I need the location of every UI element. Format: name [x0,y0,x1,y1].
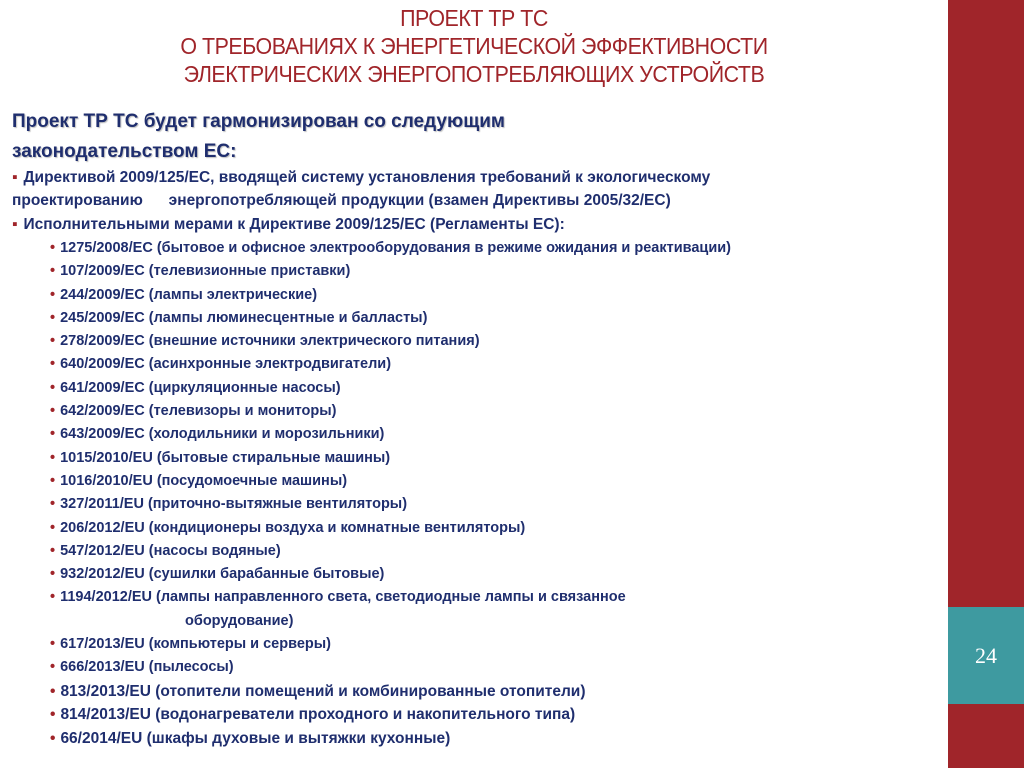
bullet: • [50,240,56,256]
list-item [50,727,940,751]
point-text-cont: проектированию энергопотребляющей продукции (взамен Директивы 2005/32/ЕС) [12,192,671,209]
regulations-list [50,237,940,751]
list-item [50,703,940,727]
list-item [50,493,940,516]
page-number-text: 24 [975,642,997,668]
list-item-text: 206/2012/EU (кондиционеры воздуха и комнатные вентиляторы) [60,519,526,536]
list-item-text: 1275/2008/ЕС (бытовое и офисное электрооборудования в режиме ожидания и реактивации) [60,240,731,256]
list-item [50,563,940,586]
bullet: • [50,333,56,350]
slide-title [33,4,915,88]
list-item [50,586,940,633]
list-item-text: 107/2009/ЕС (телевизионные приставки) [60,263,351,280]
title-line-3: ЭЛЕКТРИЧЕСКИХ ЭНЕРГОПОТРЕБЛЯЮЩИХ УСТРОЙСТВ [183,61,765,87]
bullet: • [50,659,56,676]
bullet: • [50,519,56,536]
point-text: Исполнительными мерами к Директиве 2009/125/ЕС (Регламенты ЕС): [23,216,565,233]
bullet: • [50,589,56,606]
list-item-text-cont: оборудование) [185,612,294,629]
list-item-text: 813/2013/EU (отопители помещений и комбинированные отопители) [60,682,586,700]
list-item [50,284,940,307]
bullet: • [50,286,56,303]
bullet: • [50,472,56,489]
list-item-text: 66/2014/EU (шкафы духовые и вытяжки кухонные) [60,730,451,748]
bullet: • [50,356,56,373]
list-item-text: 245/2009/ЕС (лампы люминесцентные и балласты) [60,309,428,326]
list-item [50,540,940,563]
bullet: • [50,706,56,724]
title-line-1: ПРОЕКТ ТР ТС [400,5,548,31]
list-item-text: 641/2009/ЕС (циркуляционные насосы) [60,379,341,396]
list-item [50,447,940,470]
list-item-text: 617/2013/EU (компьютеры и серверы) [60,636,331,653]
list-item-text: 932/2012/EU (сушилки барабанные бытовые) [60,566,385,583]
page-number [948,607,1024,704]
list-item-text: 814/2013/EU (водонагреватели проходного и накопительного типа) [60,706,576,724]
list-item [50,353,940,376]
list-item [50,470,940,493]
list-item [50,633,940,656]
list-item-text: 642/2009/ЕС (телевизоры и мониторы) [60,403,337,420]
list-item-text: 640/2009/ЕС (асинхронные электродвигатели) [60,356,392,373]
bullet: • [50,426,56,443]
bullet: • [50,449,56,466]
list-item [50,307,940,330]
list-item-text: 244/2009/ЕС (лампы электрические) [60,286,318,303]
list-item [50,680,940,704]
bullet: • [50,379,56,396]
heading-line-2: законодательством ЕС: [12,141,237,162]
list-item [50,400,940,423]
point-directive [12,166,942,212]
list-item-text: 547/2012/EU (насосы водяные) [60,542,281,559]
heading-line-1: Проект ТР ТС будет гармонизирован со следующим [12,111,505,132]
list-item [50,423,940,446]
list-item [50,656,940,679]
list-item-text: 1016/2010/EU (посудомоечные машины) [60,472,348,489]
bullet: • [50,403,56,420]
list-item-text: 1194/2012/EU (лампы направленного света, светодиодные лампы и связанное [60,589,626,606]
bullet: • [50,566,56,583]
bullet: • [50,636,56,653]
bullet: • [50,309,56,326]
bullet: • [50,730,56,748]
bullet: • [50,542,56,559]
bullet: • [50,682,56,700]
list-item [50,237,940,260]
title-line-2: О ТРЕБОВАНИЯХ К ЭНЕРГЕТИЧЕСКОЙ ЭФФЕКТИВНОСТИ [180,33,768,59]
list-item [50,330,940,353]
bullet: • [50,263,56,280]
list-item-text: 327/2011/EU (приточно-вытяжные вентиляторы) [60,496,408,513]
bullet: • [50,496,56,513]
section-heading [12,107,932,167]
list-item [50,517,940,540]
list-item-text: 1015/2010/EU (бытовые стиральные машины) [60,449,391,466]
point-measures [12,213,942,236]
list-item [50,260,940,283]
point-text: Директивой 2009/125/ЕС, вводящей систему установления требований к экологическому [23,169,711,186]
list-item-text: 278/2009/ЕС (внешние источники электрического питания) [60,333,480,350]
square-bullet: ▪ [12,216,18,233]
list-item [50,377,940,400]
list-item-text: 666/2013/EU (пылесосы) [60,659,234,676]
square-bullet: ▪ [12,169,18,186]
list-item-text: 643/2009/ЕС (холодильники и морозильники) [60,426,385,443]
